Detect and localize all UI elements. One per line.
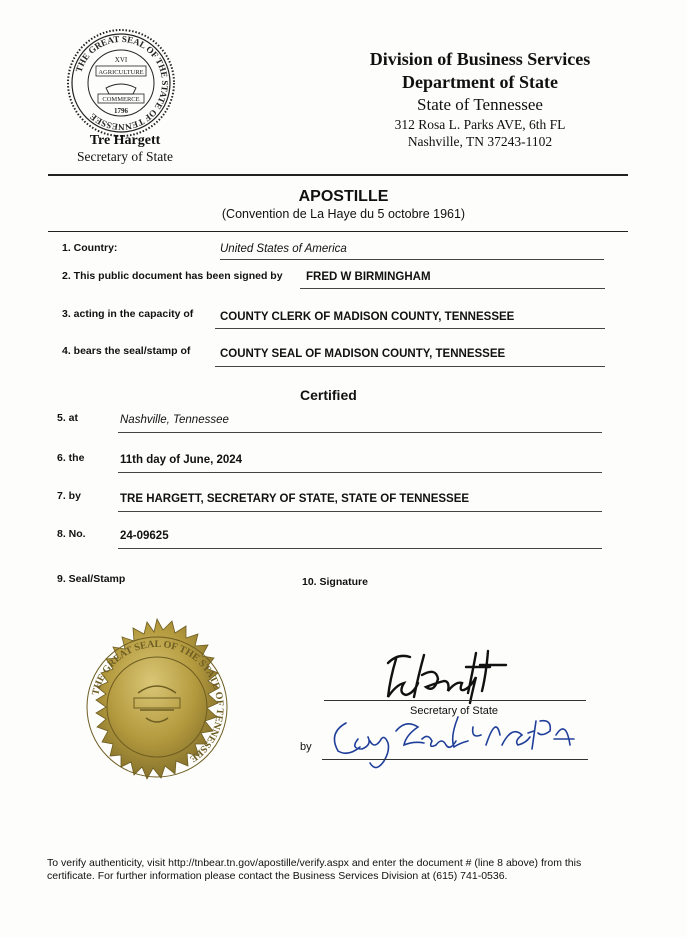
field-date-label: 6. the xyxy=(57,452,85,464)
handwritten-signature-hargett xyxy=(370,645,530,705)
field-signed-by-line xyxy=(300,288,605,289)
footer-line-1: To verify authenticity, visit http://tnbear.tn.gov/apostille/verify.aspx and enter the document # (line 8 above) from this xyxy=(47,857,582,869)
field-by-value: TRE HARGETT, SECRETARY OF STATE, STATE OF TENNESSEE xyxy=(120,493,470,505)
field-country-label: 1. Country: xyxy=(62,242,118,254)
apostille-subtitle: (Convention de La Haye du 5 octobre 1961) xyxy=(221,207,466,221)
field-number-label: 8. No. xyxy=(57,528,86,540)
field-at-line xyxy=(118,432,602,433)
field-signed-by-label: 2. This public document has been signed by xyxy=(62,270,283,282)
seal-numeral: XVI xyxy=(114,56,128,64)
field-country-value: United States of America xyxy=(220,243,347,255)
gold-seal-ring-text: THE GREAT SEAL OF THE STATE OF TENNESSEE xyxy=(90,638,226,765)
signature-label: 10. Signature xyxy=(302,576,368,588)
division-name: Division of Business Services xyxy=(369,49,591,69)
gold-embossed-seal xyxy=(68,618,246,796)
state-seal xyxy=(66,28,176,138)
field-by-line xyxy=(118,511,602,512)
seal-ring-text: THE GREAT SEAL OF THE STATE OF TENNESSEE xyxy=(73,33,171,133)
signature-caption: Secretary of State xyxy=(410,705,499,717)
title-divider xyxy=(48,231,628,232)
field-number-value: 24-09625 xyxy=(120,530,169,542)
field-capacity-label: 3. acting in the capacity of xyxy=(62,308,194,320)
by-signature-line xyxy=(322,759,588,760)
address-line-2: Nashville, TN 37243-1102 xyxy=(407,134,553,149)
field-seal-of-line xyxy=(215,366,605,367)
field-by-label: 7. by xyxy=(57,490,81,502)
apostille-title: APOSTILLE xyxy=(298,188,389,205)
signature-line xyxy=(324,700,586,701)
field-at-label: 5. at xyxy=(57,412,79,424)
field-seal-of-label: 4. bears the seal/stamp of xyxy=(62,345,191,357)
letterhead xyxy=(330,48,630,150)
field-capacity-line xyxy=(215,328,605,329)
field-at-value: Nashville, Tennessee xyxy=(120,414,229,426)
field-signed-by-value: FRED W BIRMINGHAM xyxy=(306,271,431,283)
address-line-1: 312 Rosa L. Parks AVE, 6th FL xyxy=(394,117,566,132)
verification-footer xyxy=(47,857,627,883)
field-number-line xyxy=(118,548,602,549)
field-date-value: 11th day of June, 2024 xyxy=(120,454,243,466)
field-seal-of-value: COUNTY SEAL OF MADISON COUNTY, TENNESSEE xyxy=(220,348,506,360)
certified-heading: Certified xyxy=(300,387,357,403)
state-name: State of Tennessee xyxy=(417,95,543,114)
field-capacity-value: COUNTY CLERK OF MADISON COUNTY, TENNESSEE xyxy=(220,311,515,323)
seal-year: 1796 xyxy=(114,107,128,115)
footer-line-2: certificate. For further information please contact the Business Services Division at (615) 741-0536. xyxy=(47,870,508,882)
field-country-line xyxy=(220,259,604,260)
seal-stamp-label: 9. Seal/Stamp xyxy=(57,573,126,585)
secretary-title: Secretary of State xyxy=(77,149,173,164)
secretary-name: Tre Hargett xyxy=(89,133,161,148)
seal-commerce: COMMERCE xyxy=(102,96,140,103)
by-label: by xyxy=(300,741,312,753)
header-divider xyxy=(48,174,628,176)
department-name: Department of State xyxy=(402,72,558,92)
field-date-line xyxy=(118,472,602,473)
handwritten-signature-poa xyxy=(318,705,588,775)
seal-agriculture: AGRICULTURE xyxy=(98,69,144,76)
